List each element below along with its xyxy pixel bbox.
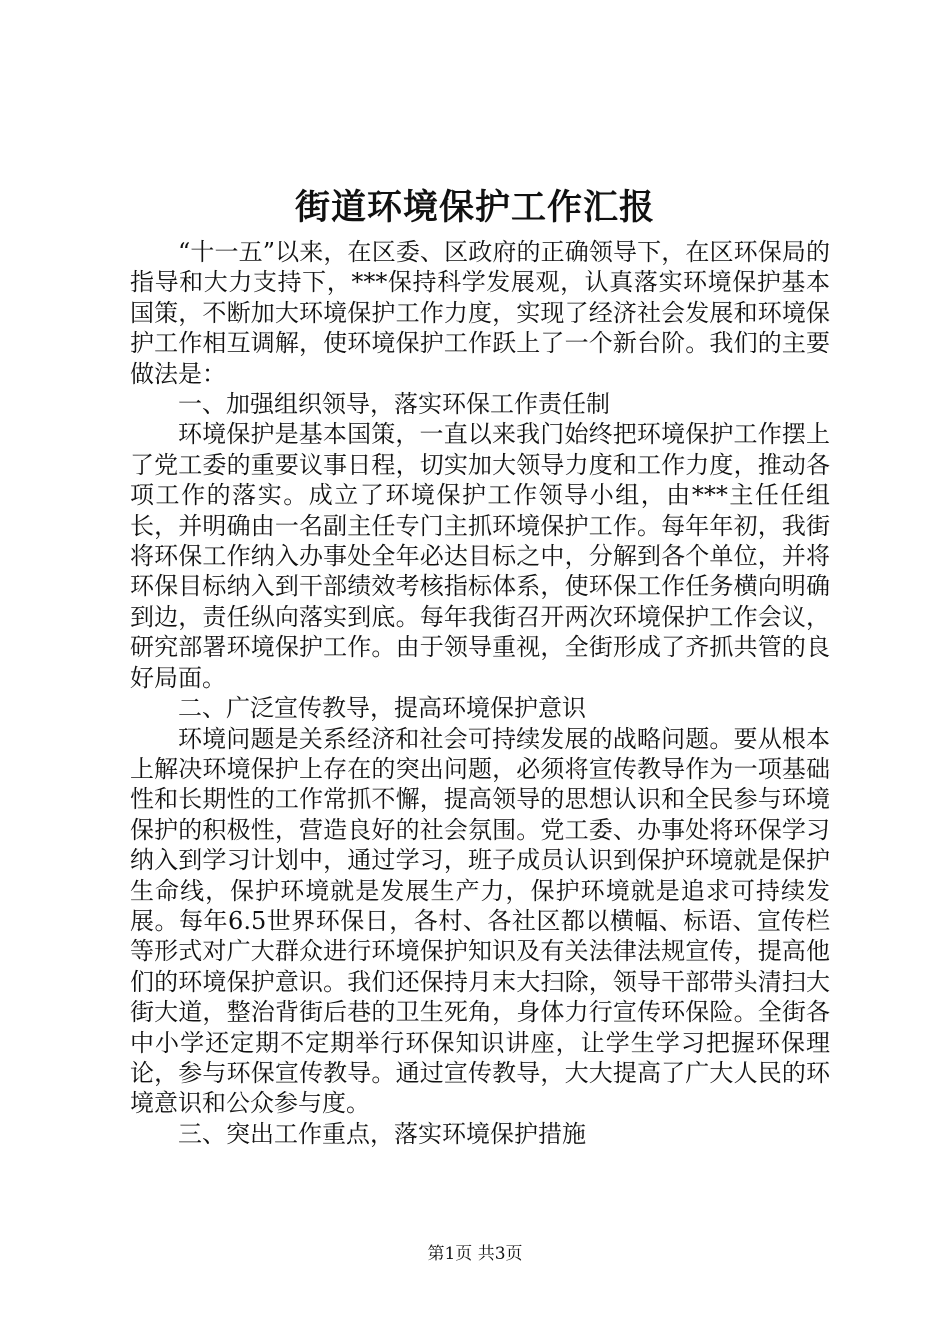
section-body-1: 环境保护是基本国策，一直以来我门始终把环境保护工作摆上了党工委的重要议事日程，切实加大领导力度和工作力度，推动各项工作的落实。成立了环境保护工作领导小组，由***主任任组长，并明确由一名副主任专门主抓环境保护工作。每年年初，我街将环保工作纳入办事处全年必达目标之中，分解到各个单位，并将环保目标纳入到干部绩效考核指标体系，使环保工作任务横向明确到边，责任纵向落实到底。每年我街召开两次环境保护工作会议，研究部署环境保护工作。由于领导重视，全街形成了齐抓共管的良好局面。 — [130, 420, 830, 692]
document-title: 街道环境保护工作汇报 — [294, 187, 655, 228]
section-heading-1: 一、加强组织领导，落实环保工作责任制 — [178, 390, 610, 419]
page-footer: 第1页 共3页 — [427, 1244, 523, 1264]
section-body-2: 环境问题是关系经济和社会可持续发展的战略问题。要从根本上解决环境保护上存在的突出问题，必须将宣传教导作为一项基础性和长期性的工作常抓不懈，提高领导的思想认识和全民参与环境保护的积极性，营造良好的社会氛围。党工委、办事处将环保学习纳入到学习计划中，通过学习，班子成员认识到保护环境就是保护生命线，保护环境就是发展生产力，保护环境就是追求可持续发展。每年6.5世界环保日，各村、各社区都以横幅、标语、宣传栏等形式对广大群众进行环境保护知识及有关法律法规宣传，提高他们的环境保护意识。我们还保持月末大扫除，领导干部带头清扫大街大道，整治背街后巷的卫生死角，身体力行宣传环保险。全街各中小学还定期不定期举行环保知识讲座，让学生学习把握环保理论，参与环保宣传教导。通过宣传教导，大大提高了广大人民的环境意识和公众参与度。 — [130, 724, 830, 1118]
intro-paragraph: “十一五”以来，在区委、区政府的正确领导下，在区环保局的指导和大力支持下，***保持科学发展观，认真落实环境保护基本国策，不断加大环境保护工作力度，实现了经济社会发展和环境保护工作相互调解，使环境保护工作跃上了一个新台阶。我们的主要做法是： — [130, 238, 830, 388]
document-body — [130, 237, 830, 1149]
section-heading-2: 二、广泛宣传教导，提高环境保护意识 — [178, 694, 586, 723]
section-heading-3: 三、突出工作重点，落实环境保护措施 — [178, 1119, 586, 1148]
